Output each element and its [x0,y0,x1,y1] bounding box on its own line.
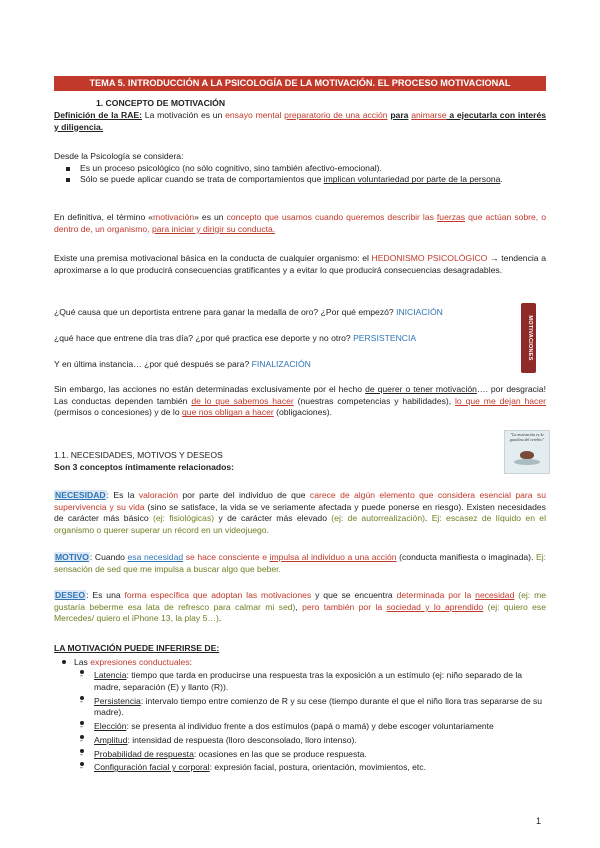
term-deseo: DESEO [55,590,86,600]
psychology-intro: Desde la Psicología se considera: [54,151,184,161]
list-item: - Latencia: tiempo que tarda en producirse una respuesta tras la exposición a un estímulo (ej: niño separado de la madre, separación (E) y llanto (R)). [74,670,546,693]
section-heading-necesidades: 1.1. NECESIDADES, MOTIVOS Y DESEOS Son 3 conceptos íntimamente relacionados: [54,450,546,473]
list-item: - Persistencia: intervalo tiempo entre comienzo de R y su cese (tiempo durante el que el niño llora tras separarse de su madre). [74,696,546,719]
definition-motivo: MOTIVO: Cuando esa necesidad se hace consciente e impulsa al individuo a una acción (conducta manifiesta o imaginada). Ej: sensación de sed que me impulsa a buscar algo que beber. [54,552,547,574]
inference-heading: LA MOTIVACIÓN PUEDE INFERIRSE DE: [54,643,220,653]
section-heading-concepto: 1. CONCEPTO DE MOTIVACIÓN [96,98,226,108]
however-paragraph: Sin embargo, las acciones no están determinadas exclusivamente por el hecho de querer o tener motivación…. por desgracia! Las conductas dependen también de lo que sabemos hacer (nuestras competencias y habilidades), lo que me dejan hacer (permisos o concesiones) y de lo que nos obligan a hacer (obligaciones). [54,384,546,418]
list-item: - Amplitud: intensidad de respuesta (lloro desconsolado, lloro intenso). [74,735,546,747]
thumbnail-caption: "La motivación es la gasolina del cerebro" [509,432,545,442]
question-finalization: Y en última instancia… ¿por qué después se para? FINALIZACIÓN [54,359,311,369]
psychology-list [54,163,546,186]
term-necesidad: NECESIDAD [55,490,106,500]
page-number: 1 [536,816,542,826]
side-tab-motivaciones: MOTIVACIONES [521,303,536,373]
behavioral-expressions-list [74,670,546,774]
definition-deseo: DESEO: Es una forma específica que adoptan las motivaciones y que se encuentra determinada por la necesidad (ej: me gustaría beberme esa lata de refresco para calmar mi sed), pero también por la sociedad y lo aprendido (ej: quiero ese Mercedes/ quiero el iPhone 13, la play 5…). [54,590,547,624]
tag-initiation: INICIACIÓN [396,307,443,317]
section-subtitle: Son 3 conceptos íntimamente relacionados: [54,461,235,472]
list-item: Es un proceso psicológico (no sólo cognitivo, sino también afectivo-emocional). [54,163,546,175]
rae-label: Definición de la RAE: [54,110,143,120]
list-item: - Configuración facial y corporal: expresión facial, postura, orientación, movimientos, etc. [74,762,546,774]
question-initiation: ¿Qué causa que un deportista entrene para ganar la medalla de oro? ¿Por qué empezó? INICIACIÓN [54,307,443,317]
inference-section [54,643,546,774]
list-item: Las expresiones conductuales: - Latencia: tiempo que tarda en producirse una respuesta tras la exposición a un estímulo (ej: niño separado de la madre, separación (E) y llanto (R)). - Persistencia: intervalo tiempo entre comienzo de R y su cese (tiempo durante el que el niño llora tras separarse de su madre). - Elección: se presenta al individuo frente a dos estímulos (papá o mamá) y debe escoger voluntariamente - Amplitud: intensidad de respuesta (lloro desconsolado, lloro intenso). - Probabilidad de respuesta: ocasiones en las que se produce respuesta. - Configuración facial y corporal: expresión facial, postura, orientación, movimientos, etc. [54,657,546,774]
inference-list [54,657,546,774]
list-item: Sólo se puede aplicar cuando se trata de comportamientos que implican voluntariedad por parte de la persona. [54,174,546,186]
document-title: TEMA 5. INTRODUCCIÓN A LA PSICOLOGÍA DE LA MOTIVACIÓN. EL PROCESO MOTIVACIONAL [54,76,546,91]
question-persistence: ¿qué hace que entrene día tras día? ¿por qué practica ese deporte y no otro? PERSISTENCIA [54,333,417,343]
motivation-thumbnail-image [504,430,550,474]
definition-summary: En definitiva, el término «motivación» es un concepto que usamos cuando queremos describir las fuerzas que actúan sobre, o dentro de, un organismo, para iniciar y dirigir su conducta. [54,212,546,234]
tag-finalization: FINALIZACIÓN [251,359,311,369]
definition-necesidad: NECESIDAD: Es la valoración por parte del individuo de que carece de algún elemento que considera esencial para su supervivencia y su vida (sino se satisface, la vida se ve seriamente afectada y puede ponerse en riesgo). Existen necesidades de carácter más básico (ej: fisiológicas) y de carácter más elevado (ej: de autorrealización). Ej: escasez de líquido en el organismo o querer superar un récord en un videojuego. [54,490,546,536]
rae-definition: Definición de la RAE: La motivación es un ensayo mental preparatorio de una acción para animarse a ejecutarla con interés y diligencia. [54,110,547,132]
tag-persistence: PERSISTENCIA [353,333,417,343]
psychology-block [54,151,546,186]
term-motivo: MOTIVO [55,552,89,562]
hedonism-paragraph: Existe una premisa motivacional básica en la conducta de cualquier organismo: el HEDONISMO PSICOLÓGICO → tendencia a aproximarse a lo que producirá consecuencias gratificantes y a evitar lo que producirá consecuencias desagradables. [54,253,546,275]
list-item: - Elección: se presenta al individuo frente a dos estímulos (papá o mamá) y debe escoger voluntariamente [74,721,546,733]
list-item: - Probabilidad de respuesta: ocasiones en las que se produce respuesta. [74,749,546,761]
